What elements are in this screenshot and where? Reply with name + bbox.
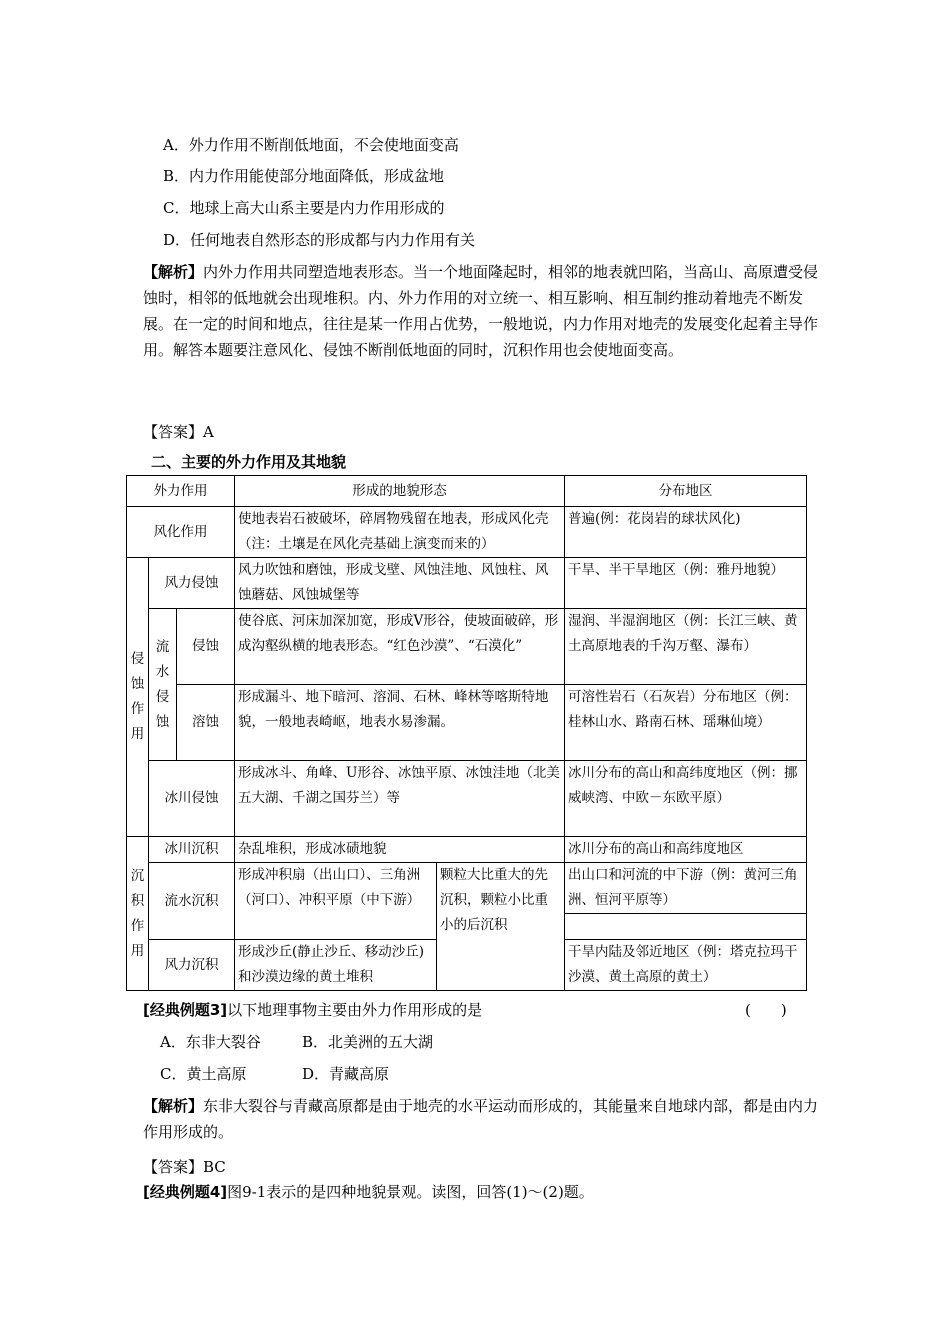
- header-landform: 形成的地貌形态: [235, 476, 565, 507]
- example3-option-c: C．黄土高原: [160, 1065, 247, 1083]
- water-deposition-name: 流水沉积: [149, 863, 235, 940]
- water-erosion-group-label: 流水侵蚀: [155, 638, 170, 730]
- wind-erosion-region: 干旱、半干旱地区（例：雅丹地貌）: [565, 558, 807, 609]
- example3-answer: 【答案】BC: [143, 1158, 226, 1176]
- example3-analysis-label: 【解析】: [143, 1097, 204, 1115]
- q1-answer: 【答案】A: [143, 423, 214, 441]
- example3-analysis: [143, 1093, 823, 1145]
- glacial-erosion-landform: 形成冰斗、角峰、U形谷、冰蚀平原、冰蚀洼地（北美五大湖、千湖之国芬兰）等: [235, 761, 565, 837]
- deposition-group: [127, 837, 149, 991]
- water-erosion-landform: 使谷底、河床加深加宽，形成V形谷，使坡面破碎，形成沟壑纵横的地表形态。“红色沙漠”、“石漠化”: [235, 609, 565, 685]
- weathering-name: 风化作用: [127, 507, 235, 558]
- q1-option-b: B．内力作用能使部分地面降低，形成盆地: [163, 167, 445, 185]
- wind-erosion-landform: 风力吹蚀和磨蚀，形成戈壁、风蚀洼地、风蚀柱、风蚀蘑菇、风蚀城堡等: [235, 558, 565, 609]
- dissolution-landform: 形成漏斗、地下暗河、溶洞、石林、峰林等喀斯特地貌，一般地表崎岖，地表水易渗漏。: [235, 685, 565, 761]
- water-erosion-name: 侵蚀: [177, 609, 235, 685]
- landform-table: [126, 475, 807, 991]
- weathering-landform: 使地表岩石被破坏，碎屑物残留在地表，形成风化壳（注：土壤是在风化壳基础上演变而来的）: [235, 507, 565, 558]
- example3-question-text: 以下地理事物主要由外力作用形成的是: [227, 1001, 483, 1019]
- q1-analysis-text: 内外力作用共同塑造地表形态。当一个地面隆起时，相邻的地表就凹陷，当高山、高原遭受侵蚀时，相邻的低地就会出现堆积。内、外力作用的对立统一、相互影响、相互制约推动着地壳不断发展。在一定的时间和地点，往往是某一作用占优势，一般地说，内力作用对地壳的发展变化起着主导作用。解答本题要注意风化、侵蚀不断削低地面的同时，沉积作用也会使地面变高。: [143, 263, 819, 359]
- example4: [143, 1182, 594, 1202]
- erosion-group-label: 侵蚀作用: [130, 651, 145, 742]
- weathering-region: 普遍(例：花岗岩的球状风化): [565, 507, 807, 558]
- water-erosion-region: 湿润、半湿润地区（例：长江三峡、黄土高原地表的千沟万壑、瀑布）: [565, 609, 807, 685]
- example3-option-a: A．东非大裂谷: [160, 1033, 261, 1051]
- glacial-deposition-name: 冰川沉积: [149, 837, 235, 863]
- example4-text: 图9-1表示的是四种地貌景观。读图，回答(1)～(2)题。: [227, 1183, 594, 1201]
- water-deposition-landform: 形成冲积扇（出山口）、三角洲（河口）、冲积平原（中下游）: [235, 863, 437, 940]
- header-region: 分布地区: [565, 476, 807, 507]
- glacial-deposition-region: 冰川分布的高山和高纬度地区: [565, 837, 807, 863]
- example3-bracket: ( ): [745, 1001, 787, 1019]
- glacial-erosion-region: 冰川分布的高山和高纬度地区（例：挪威峡湾、中欧－东欧平原）: [565, 761, 807, 837]
- wind-deposition-name: 风力沉积: [149, 940, 235, 991]
- header-force: 外力作用: [127, 476, 235, 507]
- deposition-note: 颗粒大比重大的先沉积，颗粒小比重小的后沉积: [437, 863, 565, 991]
- wind-deposition-landform: 形成沙丘(静止沙丘、移动沙丘)和沙漠边缘的黄土堆积: [235, 940, 437, 991]
- deposition-group-label: 沉积作用: [130, 867, 145, 959]
- q1-option-c: C．地球上高大山系主要是内力作用形成的: [163, 199, 445, 217]
- wind-deposition-region: 干旱内陆及邻近地区（例：塔克拉玛干沙漠、黄土高原的黄土）: [565, 940, 807, 991]
- erosion-group: [127, 558, 149, 837]
- dissolution-name: 溶蚀: [177, 685, 235, 761]
- example3-analysis-text: 东非大裂谷与青藏高原都是由于地壳的水平运动而形成的，其能量来自地球内部，都是由内力作用形成的。: [143, 1097, 819, 1141]
- q1-option-a: A．外力作用不断削低地面，不会使地面变高: [163, 136, 459, 154]
- glacial-deposition-landform: 杂乱堆积，形成冰碛地貌: [235, 837, 565, 863]
- water-deposition-region: 出山口和河流的中下游（例：黄河三角洲、恒河平原等）: [565, 863, 807, 914]
- q1-analysis: [143, 259, 823, 363]
- example3-option-b: B．北美洲的五大湖: [302, 1033, 434, 1051]
- example3-question: [143, 1000, 482, 1020]
- example3-option-d: D．青藏高原: [302, 1065, 390, 1083]
- water-erosion-group: [149, 609, 177, 761]
- q1-analysis-label: 【解析】: [143, 263, 204, 281]
- wind-erosion-name: 风力侵蚀: [149, 558, 235, 609]
- example4-label: [经典例题4]: [143, 1183, 228, 1201]
- q1-option-d: D．任何地表自然形态的形成都与内力作用有关: [163, 231, 476, 249]
- empty-cell: [565, 914, 807, 940]
- section-title: 二、主要的外力作用及其地貌: [151, 453, 347, 471]
- glacial-erosion-name: 冰川侵蚀: [149, 761, 235, 837]
- dissolution-region: 可溶性岩石（石灰岩）分布地区（例：桂林山水、路南石林、瑶琳仙境）: [565, 685, 807, 761]
- example3-label: [经典例题3]: [143, 1001, 228, 1019]
